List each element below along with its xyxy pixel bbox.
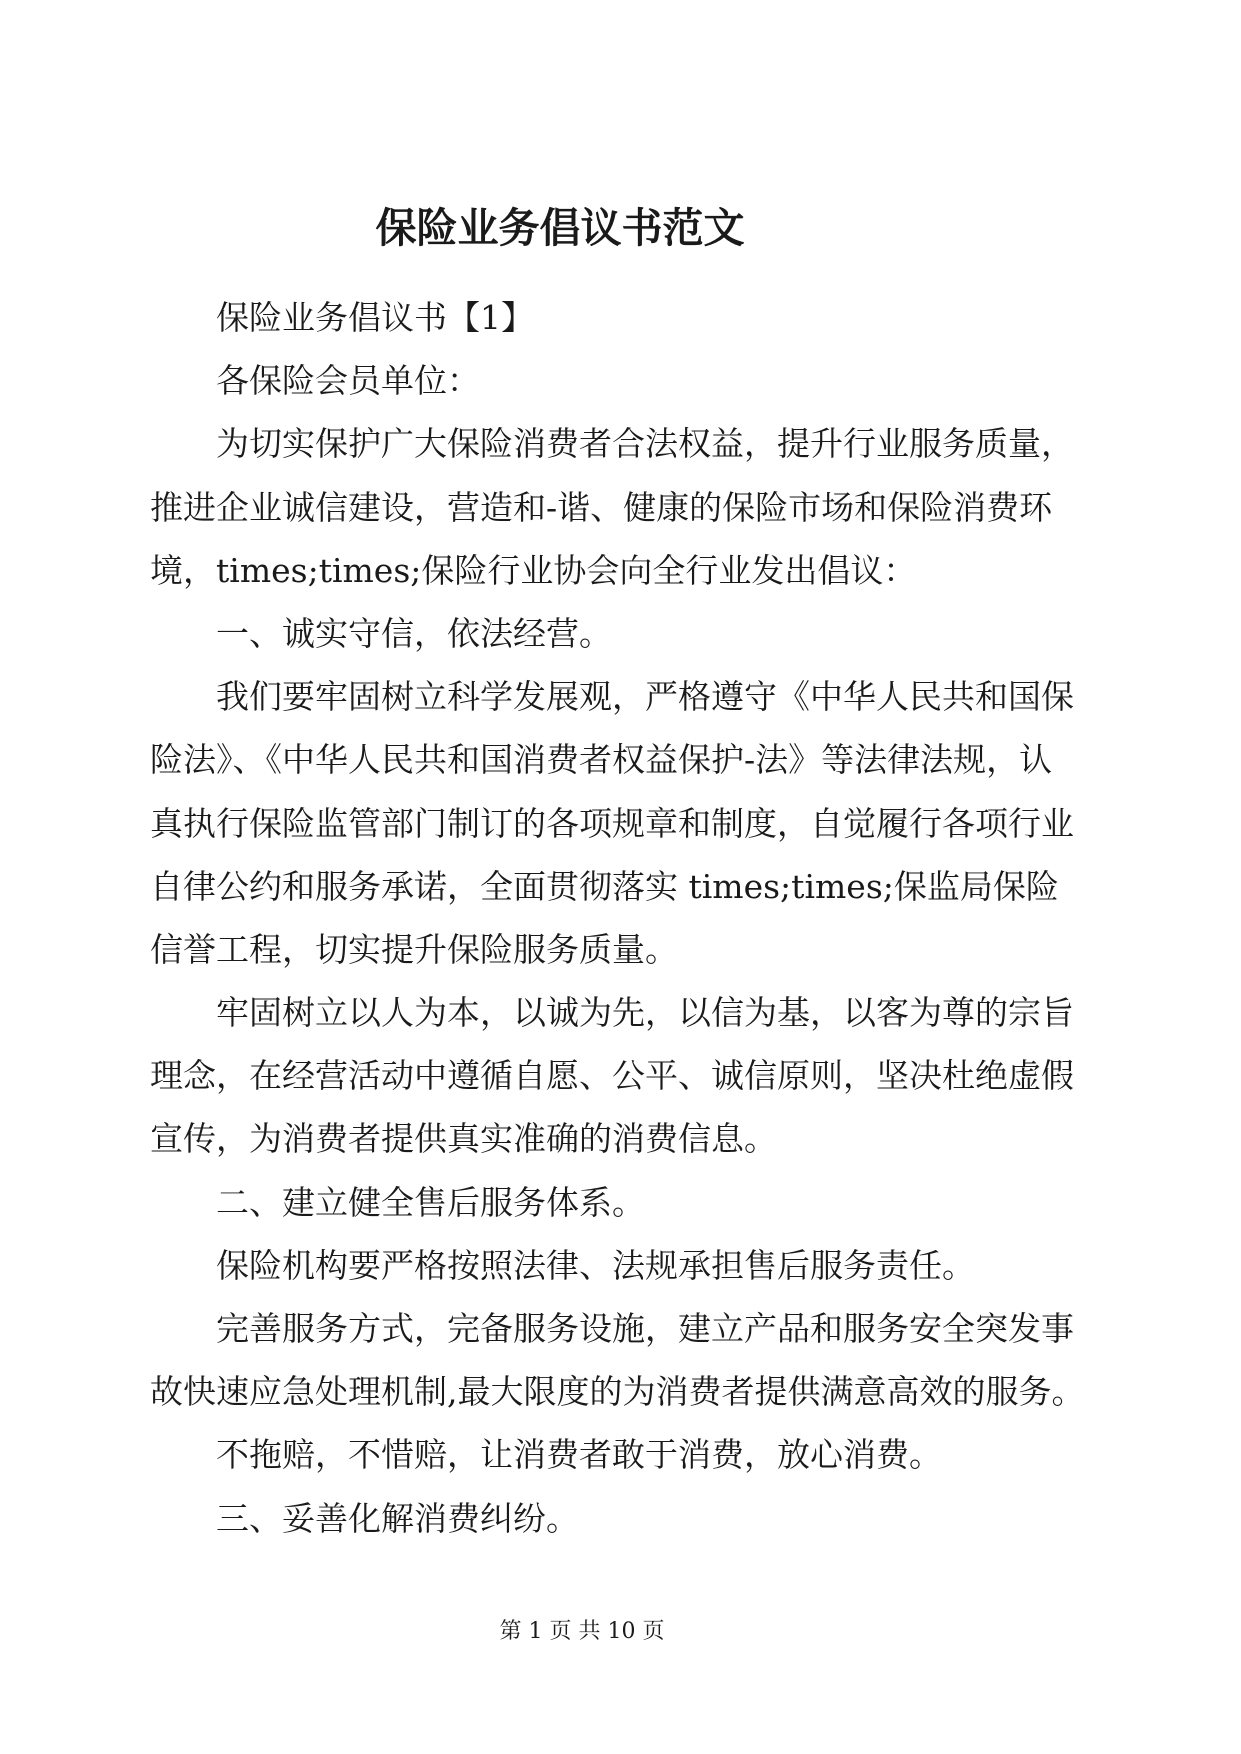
- text-line: 推进企业诚信建设，营造和-谐、健康的保险市场和保险消费环: [150, 487, 1053, 527]
- text-line: 信誉工程，切实提升保险服务质量。: [150, 929, 678, 969]
- paragraph: [150, 1423, 1110, 1486]
- text-line: 完善服务方式，完备服务设施，建立产品和服务安全突发事: [216, 1309, 1074, 1348]
- section-heading: [150, 1171, 1110, 1234]
- document-body: [150, 286, 1110, 1550]
- text-line: 不拖赔，不惜赔，让消费者敢于消费，放心消费。: [216, 1435, 942, 1475]
- text-line: 三、妥善化解消费纠纷。: [216, 1498, 579, 1538]
- text-line: 二、建立健全售后服务体系。: [216, 1182, 645, 1222]
- section-heading: [150, 602, 1110, 665]
- text-line: 境，times;times;保险行业协会向全行业发出倡议：: [150, 550, 917, 590]
- text-line: 故快速应急处理机制,最大限度的为消费者提供满意高效的服务。: [150, 1372, 1085, 1412]
- text-line: 我们要牢固树立科学发展观，严格遵守《中华人民共和国保: [216, 677, 1074, 717]
- text-line: 自律公约和服务承诺，全面贯彻落实 times;times;保监局保险: [150, 866, 1059, 906]
- text-line: 理念，在经营活动中遵循自愿、公平、诚信原则，坚决杜绝虚假: [150, 1056, 1074, 1096]
- text-line: 牢固树立以人为本，以诚为先，以信为基，以客为尊的宗旨: [216, 993, 1074, 1033]
- paragraph: [150, 412, 1110, 602]
- text-line: 一、诚实守信，依法经营。: [216, 613, 612, 653]
- section-heading: [150, 1487, 1110, 1550]
- document-title: 保险业务倡议书范文: [375, 204, 745, 252]
- paragraph: [150, 1297, 1110, 1423]
- text-line: 真执行保险监管部门制订的各项规章和制度，自觉履行各项行业: [150, 803, 1074, 843]
- paragraph: [150, 665, 1110, 981]
- text-line: 为切实保护广大保险消费者合法权益，提升行业服务质量，: [216, 424, 1074, 464]
- page-footer: 第 1 页 共 10 页: [499, 1619, 665, 1644]
- text-line: 保险业务倡议书【1】: [216, 298, 534, 337]
- paragraph: [150, 1234, 1110, 1297]
- text-line: 宣传，为消费者提供真实准确的消费信息。: [150, 1119, 777, 1159]
- text-line: 各保险会员单位：: [216, 361, 480, 401]
- text-line: 保险机构要严格按照法律、法规承担售后服务责任。: [216, 1245, 975, 1285]
- paragraph: [150, 349, 1110, 412]
- paragraph: [150, 286, 1110, 349]
- paragraph: [150, 981, 1110, 1171]
- text-line: 险法》、《中华人民共和国消费者权益保护-法》等法律法规，认: [150, 740, 1053, 780]
